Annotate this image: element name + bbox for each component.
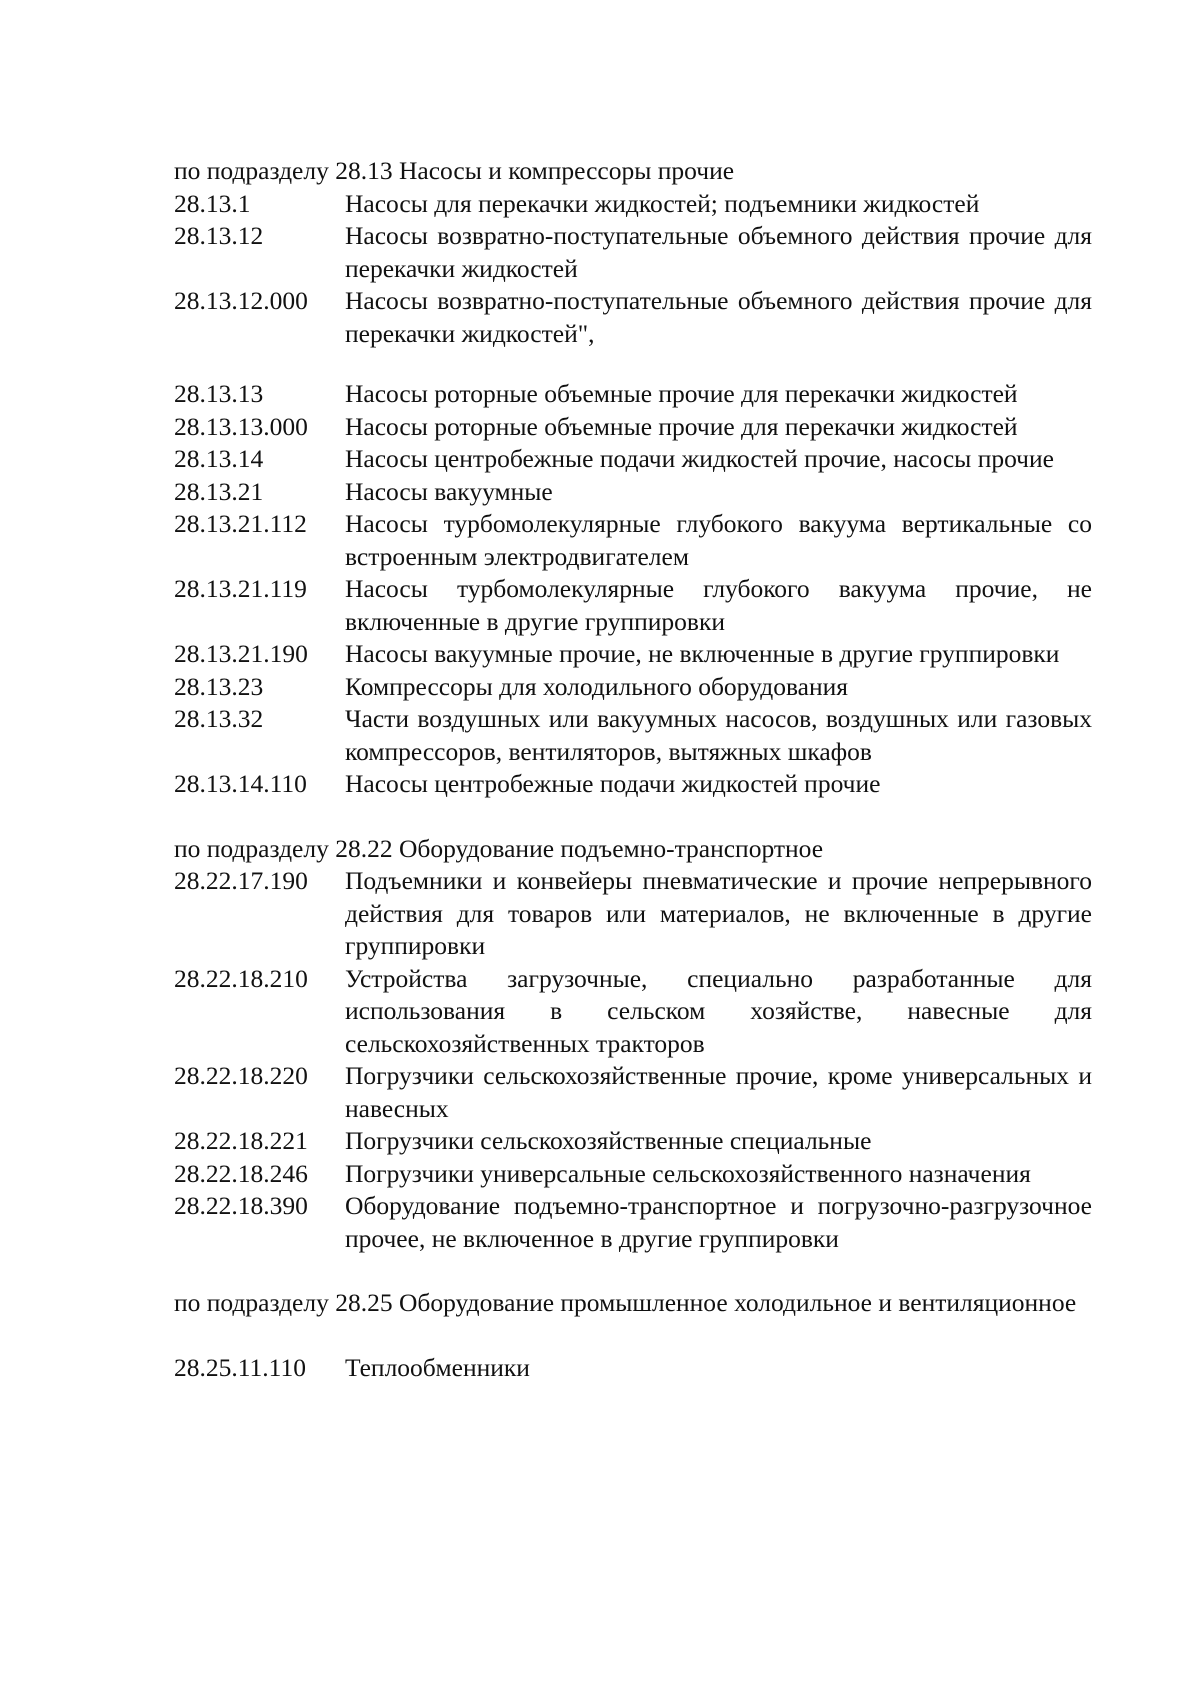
list-item (174, 188, 1092, 221)
classifier-code: 28.13.23 (174, 671, 264, 701)
classifier-code: 28.13.21.119 (174, 574, 307, 603)
classifier-code: 28.22.17.190 (174, 866, 308, 895)
classifier-description: Теплообменники (345, 1352, 530, 1382)
classifier-description: Насосы турбомолекулярные глубокого вакуума вертикальные со встроенным электродвигателем (345, 509, 1092, 571)
list-item (174, 865, 1092, 963)
section-heading: по подразделу 28.13 Насосы и компрессоры прочие (174, 156, 735, 185)
classifier-description: Устройства загрузочные, специально разработанные для использования в сельском хозяйстве, навесные для сельскохозяйственных тракторов (345, 963, 1092, 1058)
spacer (174, 1255, 1092, 1287)
classifier-code: 28.22.18.246 (174, 1158, 308, 1188)
classifier-code: 28.22.18.210 (174, 963, 308, 993)
spacer (174, 1320, 1092, 1352)
classifier-code: 28.13.21 (174, 476, 264, 506)
list-item (174, 963, 1092, 1061)
list-item (174, 443, 1092, 476)
classifier-code: 28.13.13 (174, 379, 264, 408)
list-item (174, 378, 1092, 411)
list-item (174, 573, 1092, 638)
section-heading: по подразделу 28.22 Оборудование подъемно-транспортное (174, 833, 824, 863)
classifier-description: Насосы возвратно-поступательные объемного действия прочие для перекачки жидкостей (345, 221, 1092, 283)
section-heading: по подразделу 28.25 Оборудование промышленное холодильное и вентиляционное (174, 1288, 1077, 1317)
list-item (174, 671, 1092, 704)
classifier-description: Погрузчики сельскохозяйственные специальные (345, 1126, 872, 1155)
classifier-code: 28.13.21.112 (174, 509, 307, 538)
classifier-description: Насосы вакуумные (345, 476, 553, 506)
list-item (174, 476, 1092, 509)
list-item (174, 703, 1092, 768)
list-item (174, 1352, 1092, 1385)
classifier-description: Насосы турбомолекулярные глубокого вакуума прочие, не включенные в другие группировки (345, 574, 1092, 636)
classifier-description: Оборудование подъемно-транспортное и погрузочно-разгрузочное прочее, не включенное в другие группировки (345, 1191, 1092, 1253)
classifier-description: Насосы роторные объемные прочие для перекачки жидкостей (345, 411, 1018, 441)
spacer (174, 801, 1092, 833)
list-item (174, 220, 1092, 285)
classifier-code: 28.13.21.190 (174, 639, 308, 668)
classifier-code: 28.13.14.110 (174, 769, 307, 798)
classifier-code: 28.13.1 (174, 188, 251, 218)
classifier-description: Части воздушных или вакуумных насосов, воздушных или газовых компрессоров, вентиляторов, вытяжных шкафов (345, 704, 1092, 766)
spacer (174, 350, 1092, 378)
classifier-description: Насосы роторные объемные прочие для перекачки жидкостей (345, 379, 1018, 408)
document-page (174, 155, 1092, 1384)
list-item (174, 1125, 1092, 1158)
classifier-code: 28.25.11.110 (174, 1352, 306, 1382)
classifier-code: 28.22.18.221 (174, 1126, 308, 1155)
list-item (174, 1060, 1092, 1125)
list-item (174, 411, 1092, 444)
list-item (174, 508, 1092, 573)
classifier-code: 28.22.18.220 (174, 1061, 308, 1090)
classifier-description: Насосы центробежные подачи жидкостей прочие (345, 769, 881, 798)
classifier-code: 28.13.32 (174, 704, 264, 733)
classifier-description: Насосы вакуумные прочие, не включенные в другие группировки (345, 639, 1060, 668)
classifier-code: 28.13.14 (174, 444, 264, 473)
classifier-description: Насосы возвратно-поступательные объемного действия прочие для перекачки жидкостей", (345, 286, 1092, 348)
classifier-description: Насосы центробежные подачи жидкостей прочие, насосы прочие (345, 444, 1054, 473)
classifier-description: Компрессоры для холодильного оборудования (345, 671, 848, 701)
list-item (174, 285, 1092, 350)
list-item (174, 768, 1092, 801)
classifier-description: Погрузчики универсальные сельскохозяйственного назначения (345, 1158, 1031, 1188)
classifier-code: 28.22.18.390 (174, 1191, 308, 1220)
list-item (174, 1158, 1092, 1191)
classifier-code: 28.13.12.000 (174, 286, 308, 315)
classifier-description: Погрузчики сельскохозяйственные прочие, кроме универсальных и навесных (345, 1061, 1092, 1123)
classifier-description: Насосы для перекачки жидкостей; подъемники жидкостей (345, 188, 980, 218)
classifier-description: Подъемники и конвейеры пневматические и прочие непрерывного действия для товаров или материалов, не включенные в другие группировки (345, 866, 1092, 960)
classifier-code: 28.13.12 (174, 221, 264, 250)
list-item (174, 1190, 1092, 1255)
list-item (174, 638, 1092, 671)
classifier-code: 28.13.13.000 (174, 411, 308, 441)
